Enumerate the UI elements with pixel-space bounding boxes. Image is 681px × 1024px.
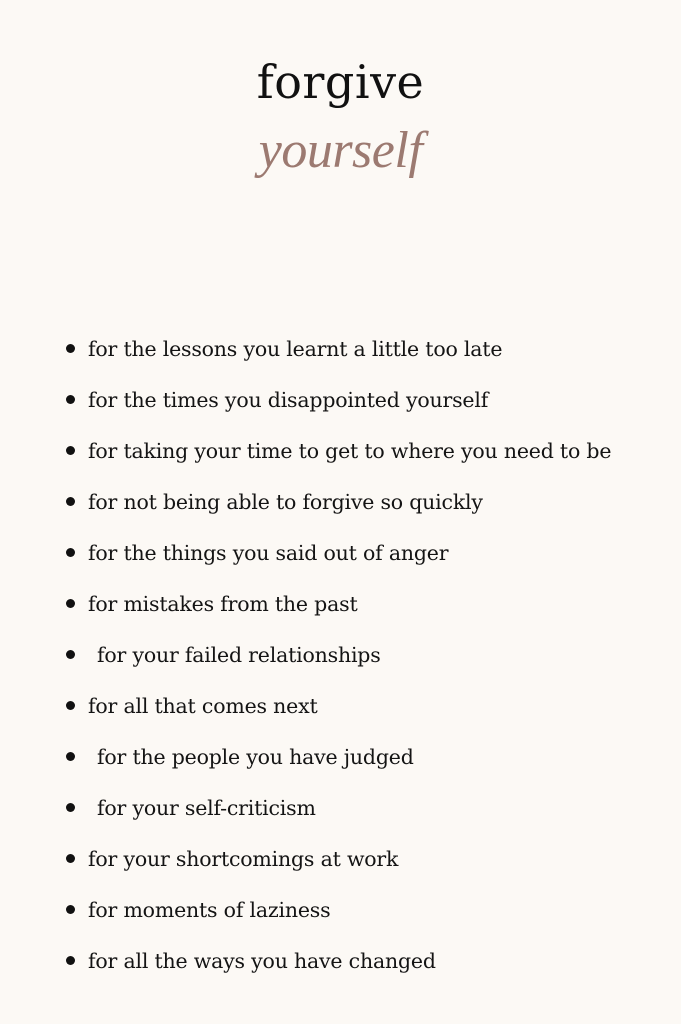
list-item (58, 425, 673, 476)
forgiveness-list (58, 323, 673, 986)
list-item-text: for the people you have judged (97, 744, 414, 769)
list-item-text: for the lessons you learnt a little too late (88, 336, 503, 361)
list-item (58, 476, 673, 527)
list-item-text: for your failed relationships (97, 642, 381, 667)
list-item-text: for your self-criticism (97, 795, 316, 820)
list-item (58, 527, 673, 578)
list-item (58, 629, 673, 680)
list-item-text: for all that comes next (88, 693, 318, 718)
list-item-text: for mistakes from the past (88, 591, 358, 616)
list-item (58, 935, 673, 986)
bullet-icon (66, 395, 75, 404)
bullet-icon (66, 905, 75, 914)
list-item-text: for not being able to forgive so quickly (88, 489, 483, 514)
bullet-icon (66, 854, 75, 863)
bullet-icon (66, 803, 75, 812)
list-item (58, 578, 673, 629)
bullet-icon (66, 599, 75, 608)
bullet-icon (66, 548, 75, 557)
list-item (58, 884, 673, 935)
bullet-icon (66, 752, 75, 761)
list-item-text: for your shortcomings at work (88, 846, 399, 871)
subtitle: yourself (258, 122, 423, 179)
bullet-icon (66, 497, 75, 506)
list-item-text: for the things you said out of anger (88, 540, 449, 565)
list-item (58, 323, 673, 374)
bullet-icon (66, 446, 75, 455)
list-item-text: for taking your time to get to where you need to be (88, 438, 612, 463)
bullet-icon (66, 650, 75, 659)
list-item (58, 782, 673, 833)
list-item (58, 833, 673, 884)
list-item-text: for the times you disappointed yourself (88, 387, 489, 412)
list-item-text: for moments of laziness (88, 897, 331, 922)
list-item (58, 680, 673, 731)
bullet-icon (66, 344, 75, 353)
list-item-text: for all the ways you have changed (88, 948, 436, 973)
title: forgive (256, 55, 425, 109)
bullet-icon (66, 701, 75, 710)
list-item (58, 374, 673, 425)
bullet-icon (66, 956, 75, 965)
list-item (58, 731, 673, 782)
